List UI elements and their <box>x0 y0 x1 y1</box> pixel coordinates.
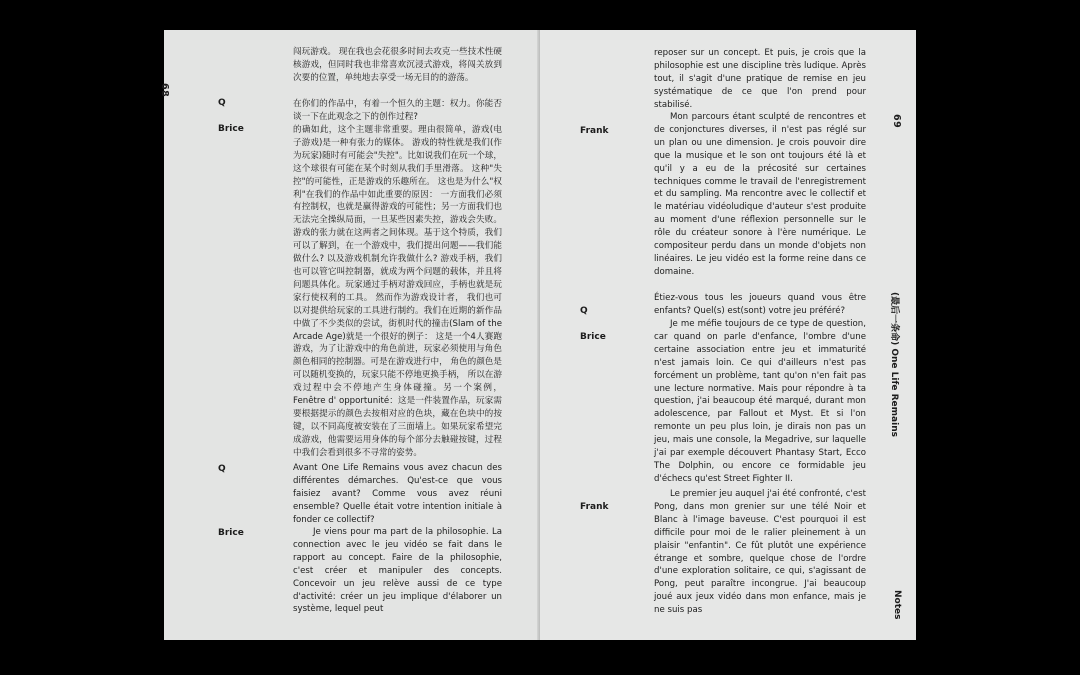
cn-paragraph-1: 闯玩游戏。 现在我也会花很多时间去攻克一些技术性硬核游戏，但同时我也非常喜欢沉浸式游戏，将闯关放到次要的位置，单纯地去享受一场无目的的游荡。 <box>293 47 502 83</box>
answer-brice-2: Je viens pour ma part de la philosophie. La connection avec le jeu vidéo se fait dans le rapport au concept. Faire de la philosophie, c'est créer et manipuler des concepts. Concevoir un jeu relève aussi de ce type d'activité: créer un jeu implique d'élaborer un système, lequel peut <box>293 527 502 615</box>
section-label-notes: Notes <box>892 590 902 620</box>
answer-brice-3: Je me méfie toujours de ce type de question, car quand on parle d'enfance, l'ombre d'une certaine association entre jeu et immaturité n'est jamais loin. Ce qui d'ailleurs n'est pas forcément un problème, tant qu'on n'en fait pas une lecture normative. Mais pour répondre à ta question, j'ai beaucoup été marqué, durant mon adolescence, par Fallout et Myst. Et si l'on remonte un peu plus loin, je dirais non pas un jeu, mais une console, la Megadrive, sur laquelle j'ai par exemple découvert Phantasy Start, Ecco The Dolphin, ou encore ce formidable jeu d'échecs qu'est Street Fighter II. <box>654 319 866 484</box>
page-number-left: 68 <box>159 83 170 98</box>
speaker-brice-2: Brice <box>218 528 244 538</box>
answer-frank-2: Le premier jeu auquel j'ai été confronté, c'est Pong, dans mon grenier sur une télé Noir et Blanc à l'image baveuse. C'est pourquoi il est difficile pour moi de le ralier pleinement à un plaisir "enfantin". Ce fût plutôt une expérience étrange et sombre, quelque chose de l'ordre d'une exploration solitaire, ce qui, s'agissant de Pong, peut paraître incongrue. J'ai beaucoup joué aux jeux vidéo dans mon enfance, mais je ne suis pas <box>654 489 866 616</box>
left-page <box>159 30 540 640</box>
page-number-right: 69 <box>891 114 902 129</box>
question-1: 在你们的作品中，有着一个恒久的主题：权力。你能否谈一下在此观念之下的创作过程? <box>293 99 502 122</box>
speaker-q-1: Q <box>218 98 226 108</box>
right-page <box>540 30 916 640</box>
speaker-brice-1: Brice <box>218 124 244 134</box>
speaker-frank-1: Frank <box>580 126 609 136</box>
continued-paragraph: reposer sur un concept. Et puis, je crois que la philosophie est une discipline très ludique. Après tout, il s'agit d'une pratique de remise en jeu systématique de ce que l'on prend pour stabilisé. <box>654 48 866 110</box>
speaker-frank-2: Frank <box>580 502 609 512</box>
question-3: Étiez-vous tous les joueurs quand vous être enfants? Quel(s) est(sont) votre jeu préféré? <box>654 293 866 316</box>
question-2: Avant One Life Remains vous avez chacun des différentes démarches. Qu'est-ce que vous faisiez avant? Comme vous avez réuni ensemble? Quelle était votre intention initiale à fonder ce collectif? <box>293 463 502 525</box>
running-title: (最后一条命) One Life Remains <box>889 292 899 437</box>
speaker-brice-3: Brice <box>580 332 606 342</box>
answer-brice-1: 的确如此，这个主题非常重要。理由很简单，游戏(电子游戏)是一种有张力的媒体。 游戏的特性就是我们(作为玩家)随时有可能会"失控"。比如说我们在玩一个球，这个球很有可能在某个时刻从我们手里滑落。 这种"失控"的可能性，正是游戏的乐趣所在。 这也是为什么"权利"在我们的作品中如此重要的原因： 一方面我们必须有控制权，也就是赢得游戏的可能性；另一方面我们也无法完全操纵局面，一旦某些因素失控，游戏会失败。游戏的张力就在这两者之间体现。基于这个特质，我们可以了解到，在一个游戏中，我们提出问题——我们能做什么? 以及游戏机制允许我做什么? 游戏手柄，我们也可以管它叫控制器，就成为两个问题的载体，并且将问题具体化。玩家通过手柄对游戏回应，手柄也就是玩家行使权利的工具。 然而作为游戏设计者， 我们也可以对提供给玩家的工具进行制约。我们在近期的新作品中做了不少类似的尝试，街机时代的撞击(Slam of the Arcade Age)就是一个很好的例子： 这是一个4人赛跑游戏，为了让游戏中的角色前进，玩家必须使用与角色颜色相同的控制器。可是在游戏进行中， 角色的颜色是可以随机变换的，玩家只能不停地更换手柄， 所以在游戏过程中会不停地产生身体碰撞。另一个案例，Fenêtre d' opportunité：这是一件装置作品，玩家需要根据提示的颜色去按相对应的色块，藏在色块中的按键，以不同高度被安装在了三面墙上。如果玩家希望完成游戏，他需要运用身体的每个部分去触碰按键，过程中我们会看到很多不寻常的姿势。 <box>293 125 502 458</box>
speaker-q-3: Q <box>580 306 588 316</box>
speaker-q-2: Q <box>218 464 226 474</box>
answer-frank-1: Mon parcours étant sculpté de rencontres et de conjonctures diverses, il n'est pas réglé sur un plan ou une dimension. Je crois pouvoir dire que la musique et le son ont toujours été là et qu'il y a eu de la précosité sur certaines techniques comme le travail de l'enregistrement et du sampling. Ma rencontre avec le collectif et le matériau vidéoludique d'auteur s'est produite au moment d'une réflexion personnelle sur le rôle du créateur sonore à l'ère numérique. Le compositeur perdu dans un monde d'objets non linéaires. Le jeu vidéo est la forme reine dans ce domaine. <box>654 112 866 277</box>
